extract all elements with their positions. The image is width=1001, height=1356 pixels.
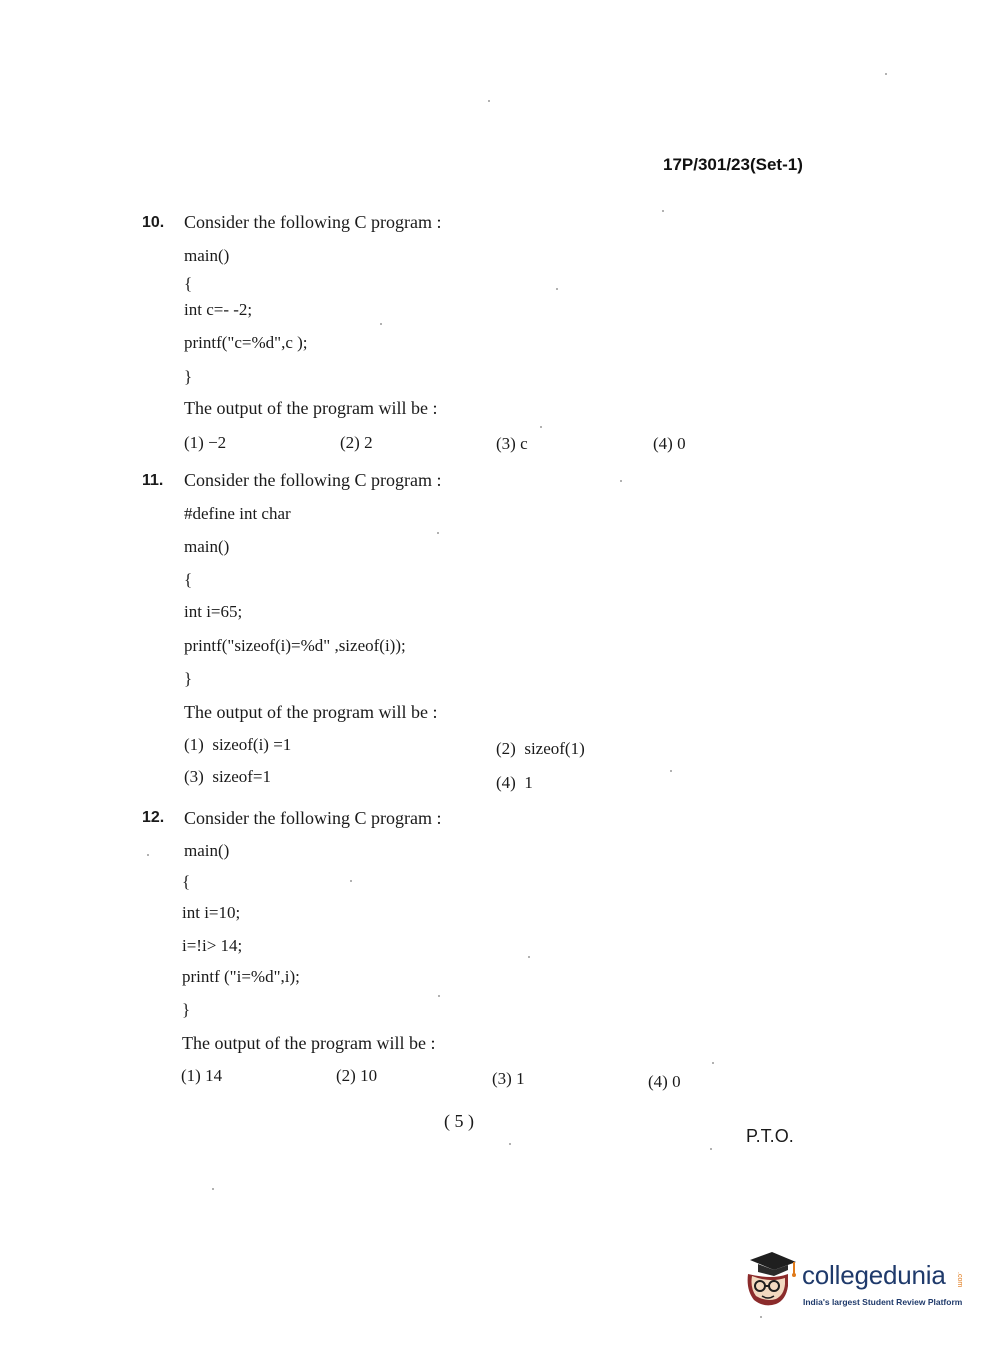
option-3: (3) c [496,434,528,453]
code-line: printf ("i=%d",i); [182,967,300,986]
code-line: main() [184,246,230,265]
scan-speck [662,210,664,212]
logo-suffix: .com [956,1272,963,1288]
scan-speck [350,880,352,882]
code-line: main() [184,841,230,860]
scan-speck [540,426,542,428]
option-1: (1) 14 [181,1066,223,1085]
scan-speck [437,532,439,534]
code-line: #define int char [184,504,291,523]
code-line: } [184,669,193,688]
question-stem: The output of the program will be : [184,398,438,418]
code-line: int c=- -2; [184,300,253,319]
option-1: (1) −2 [184,433,227,452]
scan-speck [147,854,149,856]
option-4: (4) 1 [496,773,533,792]
code-line: int i=65; [184,602,243,621]
option-3: (3) 1 [492,1069,525,1088]
code-line: main() [184,537,230,556]
option-4: (4) 0 [653,434,686,453]
mascot-icon [742,1250,800,1310]
scan-speck [670,770,672,772]
scan-speck [760,1316,762,1318]
scan-speck [488,100,490,102]
code-line: { [182,872,191,891]
question-stem: The output of the program will be : [184,702,438,722]
scan-speck [212,1188,214,1190]
code-line: { [184,274,193,293]
code-line: } [184,367,193,386]
logo-name: collegedunia [802,1260,946,1290]
option-3: (3) sizeof=1 [184,767,272,786]
paper-code: 17P/301/23(Set-1) [663,155,803,174]
question-stem: The output of the program will be : [182,1033,436,1053]
pto-label: P.T.O. [746,1126,794,1146]
scan-speck [509,1143,511,1145]
code-line: i=!i> 14; [182,936,243,955]
question-prompt: Consider the following C program : [184,470,442,490]
code-line: } [182,1000,191,1019]
scan-speck [528,956,530,958]
option-2: (2) 2 [340,433,373,452]
question-prompt: Consider the following C program : [184,212,442,232]
scan-speck [380,323,382,325]
scan-speck [710,1148,712,1150]
scan-speck [556,288,558,290]
code-line: printf("sizeof(i)=%d" ,sizeof(i)); [184,636,406,655]
option-4: (4) 0 [648,1072,681,1091]
scan-speck [438,995,440,997]
option-2: (2) sizeof(1) [496,739,585,758]
code-line: { [184,570,193,589]
scan-speck [712,1062,714,1064]
option-1: (1) sizeof(i) =1 [184,735,292,754]
option-2: (2) 10 [336,1066,378,1085]
question-number: 12. [142,809,165,826]
code-line: int i=10; [182,903,241,922]
logo-tagline: India's largest Student Review Platform [803,1297,963,1307]
scan-speck [885,73,887,75]
question-prompt: Consider the following C program : [184,808,442,828]
collegedunia-logo [742,1250,972,1314]
page-number: ( 5 ) [444,1111,474,1131]
question-number: 11. [142,472,164,489]
code-line: printf("c=%d",c ); [184,333,308,352]
scan-speck [620,480,622,482]
question-number: 10. [142,214,165,231]
